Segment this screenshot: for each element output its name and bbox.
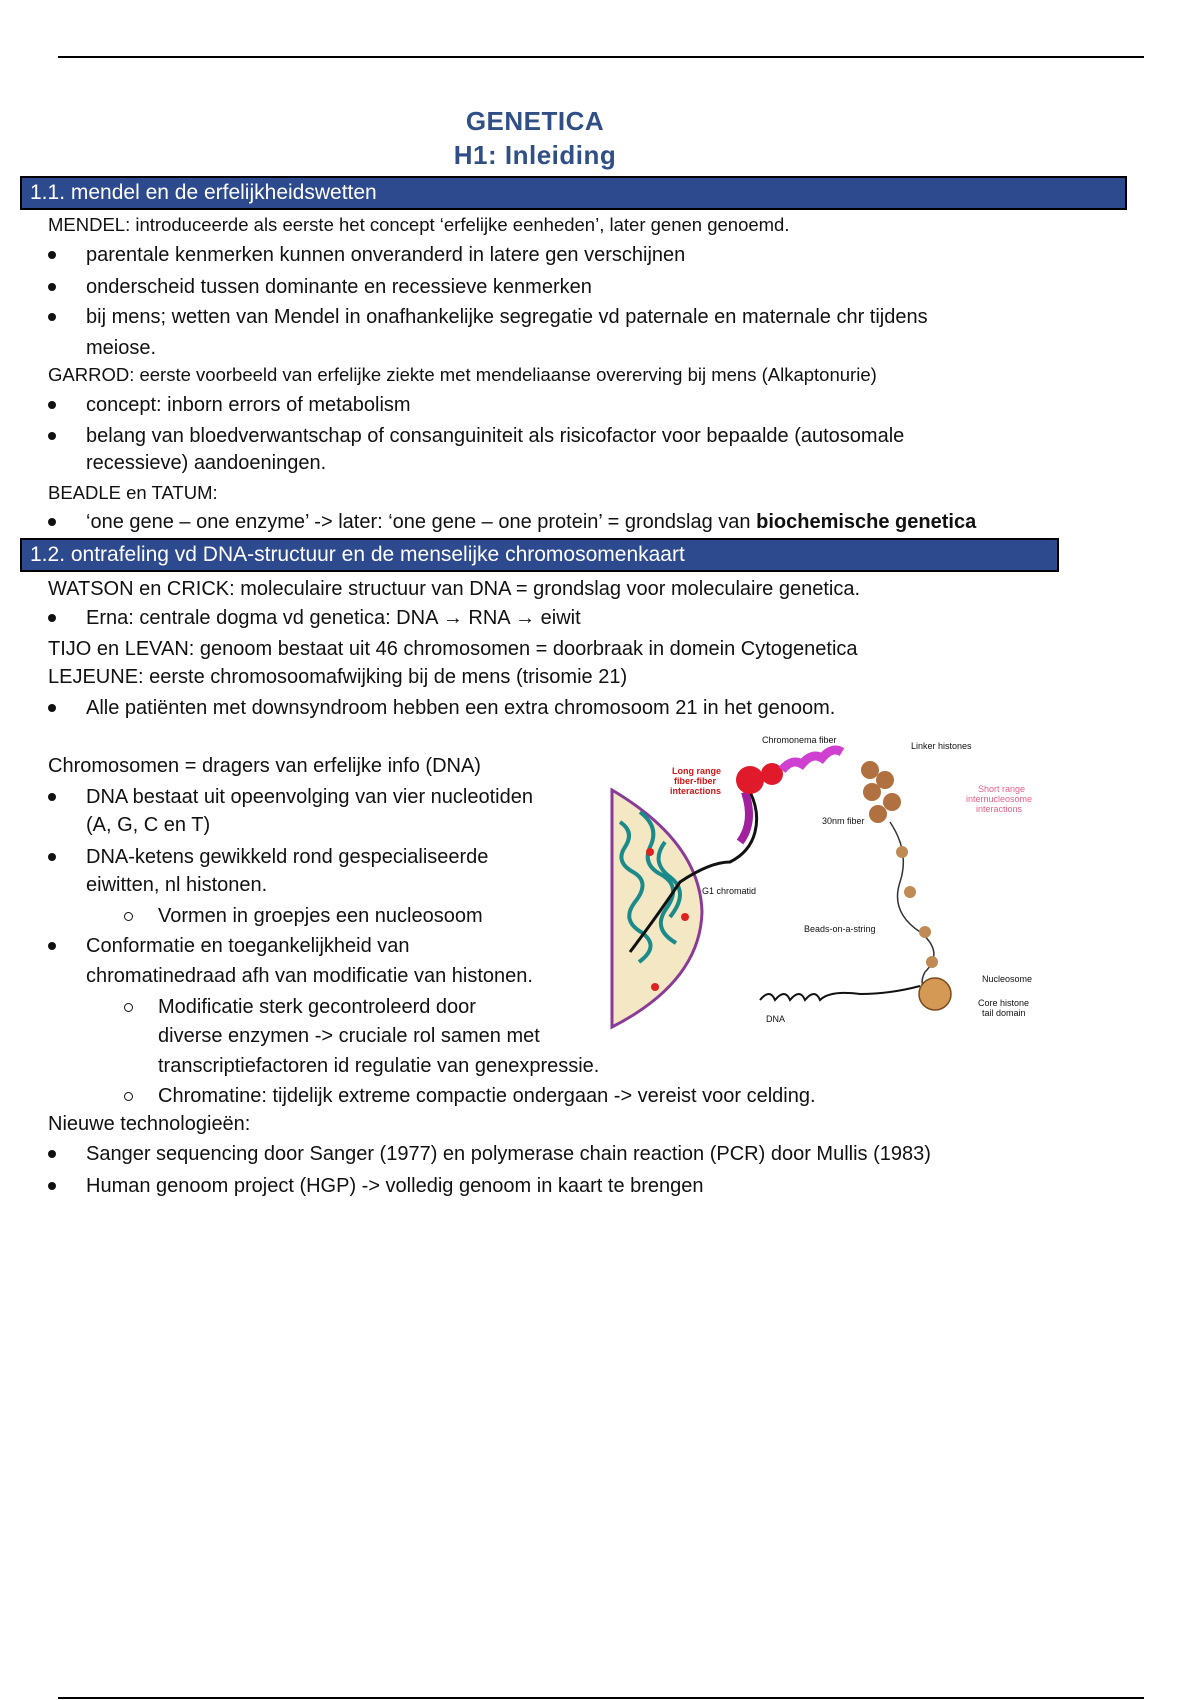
list-item-continuation: eiwitten, nl histonen. — [86, 874, 268, 896]
label-linker: Linker histones — [911, 741, 972, 751]
label-g1: G1 chromatid — [702, 886, 757, 896]
label-long-range: Long range — [672, 766, 721, 776]
bullet-icon — [48, 942, 56, 950]
nucleosome-bead — [863, 783, 881, 801]
label-beads: Beads-on-a-string — [804, 924, 876, 934]
bullet-icon — [48, 614, 56, 622]
bullet-icon — [48, 793, 56, 801]
chromatin-diagram — [610, 732, 1050, 1032]
nucleosome-bead — [883, 793, 901, 811]
chromonema-coil — [782, 750, 842, 770]
page-subtitle: H1: Inleiding — [453, 140, 617, 170]
list-item-continuation: recessieve) aandoeningen. — [86, 452, 327, 474]
mendel-intro: MENDEL: introduceerde als eerste het concept ‘erfelijke eenheden’, later genen genoemd. — [48, 214, 790, 235]
label-nucleosome: Nucleosome — [982, 974, 1033, 984]
nucleosome-bead — [926, 956, 938, 968]
nuclear-pore — [646, 848, 654, 856]
dna-helix — [760, 986, 920, 1000]
list-item-continuation: chromatinedraad afh van modificatie van histonen. — [86, 965, 533, 987]
fiber-loop-red — [736, 766, 764, 794]
bottom-rule — [58, 1697, 1144, 1699]
label-long-range: fiber-fiber — [674, 776, 717, 786]
page-title: GENETICA — [465, 106, 605, 136]
section-heading-1: 1.1. mendel en de erfelijkheidswetten — [20, 176, 1127, 210]
top-rule — [58, 56, 1144, 58]
nuclear-pore — [681, 913, 689, 921]
nuclear-pore — [651, 983, 659, 991]
label-30nm: 30nm fiber — [822, 816, 865, 826]
circle-bullet-icon — [124, 912, 133, 921]
circle-bullet-icon — [124, 1092, 133, 1101]
list-item-continuation: (A, G, C en T) — [86, 814, 211, 836]
label-long-range: interactions — [670, 786, 722, 796]
sub-list-continuation: transcriptiefactoren id regulatie van genexpressie. — [158, 1055, 600, 1077]
bullet-icon — [48, 401, 56, 409]
section-heading-2: 1.2. ontrafeling vd DNA-structuur en de menselijke chromosomenkaart — [20, 538, 1059, 572]
bullet-icon — [48, 704, 56, 712]
label-core: tail domain — [982, 1008, 1026, 1018]
chromosomen-intro: Chromosomen = dragers van erfelijke info (DNA) — [48, 755, 481, 777]
sub-list-continuation: diverse enzymen -> cruciale rol samen met — [158, 1025, 540, 1047]
bullet-icon — [48, 1182, 56, 1190]
label-chromonema: Chromonema fiber — [762, 735, 837, 745]
label-short-range: Short range — [978, 784, 1026, 794]
list-item-continuation: meiose. — [86, 337, 157, 359]
tijo-line: TIJO en LEVAN: genoom bestaat uit 46 chromosomen = doorbraak in domein Cytogenetica — [48, 638, 858, 660]
label-short-range: internucleosome — [966, 794, 1033, 804]
bullet-icon — [48, 1150, 56, 1158]
lejeune-line: LEJEUNE: eerste chromosoomafwijking bij de mens (trisomie 21) — [48, 666, 628, 688]
label-core: Core histone — [978, 998, 1030, 1008]
label-short-range: interactions — [976, 804, 1023, 814]
beadle-intro: BEADLE en TATUM: — [48, 482, 218, 503]
bullet-icon — [48, 251, 56, 259]
bullet-icon — [48, 853, 56, 861]
label-dna: DNA — [766, 1014, 786, 1024]
fiber-purple — [740, 792, 749, 842]
nucleosome-bead — [919, 926, 931, 938]
bullet-icon — [48, 313, 56, 321]
nucleosome-bead — [869, 805, 887, 823]
bullet-icon — [48, 432, 56, 440]
bullet-icon — [48, 518, 56, 526]
nucleosome-bead — [896, 846, 908, 858]
watson-line: WATSON en CRICK: moleculaire structuur van DNA = grondslag voor moleculaire genetica. — [48, 578, 861, 600]
bullet-icon — [48, 283, 56, 291]
chromatin-structure-figure — [610, 732, 1050, 1032]
nucleosome-bead — [861, 761, 879, 779]
garrod-intro: GARROD: eerste voorbeeld van erfelijke ziekte met mendeliaanse overerving bij mens (Alkaptonurie) — [48, 364, 877, 385]
nucleosome-core — [919, 978, 951, 1010]
nucleosome-bead — [904, 886, 916, 898]
circle-bullet-icon — [124, 1003, 133, 1012]
nieuwe-intro: Nieuwe technologieën: — [48, 1113, 251, 1135]
